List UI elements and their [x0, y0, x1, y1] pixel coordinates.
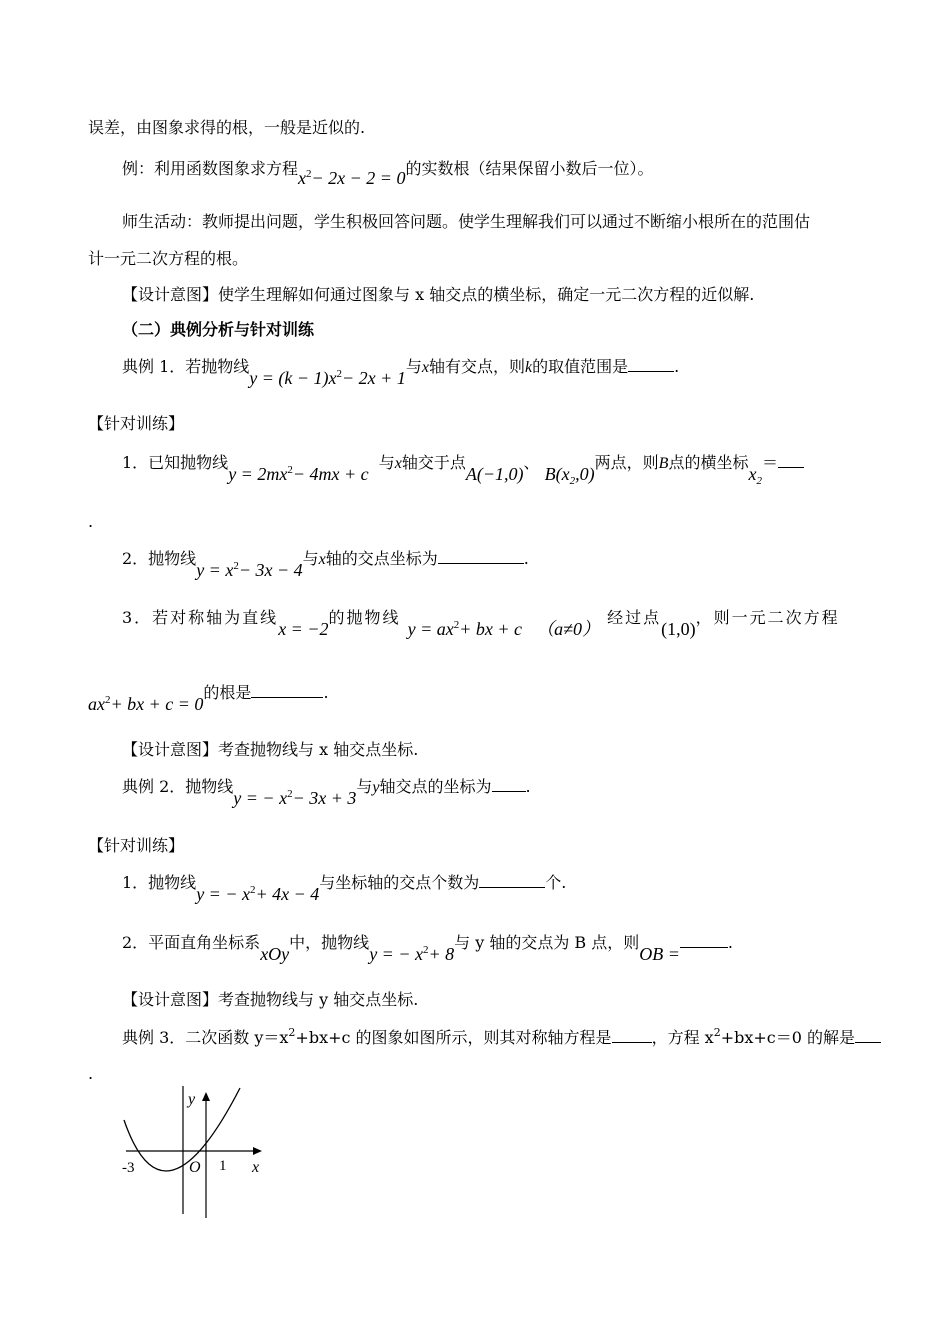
training-heading-2: 【针对训练】	[88, 836, 185, 855]
training-1-2: 2．抛物线$y = x^2- 3x - 4$与x轴的交点坐标为 .	[122, 549, 529, 580]
training-1-2-equation: $y = x^2- 3x - 4$	[196, 560, 303, 580]
label-neg3: -3	[122, 1160, 135, 1176]
label-origin: O	[189, 1159, 201, 1176]
example-1-equation: $y = (k - 1)x^2- 2x + 1$	[249, 368, 406, 388]
example-2-equation: y = − $x^2- 3x + 3$	[233, 788, 357, 808]
parabola-graph	[112, 1086, 272, 1221]
example-3-dot: .	[88, 1064, 94, 1083]
example-1: 典例 1．若抛物线$y = (k - 1)x^2- 2x + 1$与x轴有交点，则k的取值范围是 .	[122, 357, 680, 388]
answer-blank	[628, 356, 674, 372]
x-axis-arrow	[253, 1147, 262, 1155]
y-axis-arrow	[202, 1092, 210, 1101]
training-2-1: 1．抛物线y = − $x^2+ 4x - 4$与坐标轴的交点个数为 个.	[122, 873, 567, 904]
example-line: 例：利用函数图象求方程$x^2- 2x - 2 = 0$的实数根（结果保留小数后一位）。	[122, 159, 654, 188]
example-3: 典例 3．二次函数 $y=x^2+bx+c$ 的图象如图所示，则其对称轴方程是 ，方程 $x^2+bx+c=0$ 的解是	[122, 1027, 881, 1048]
design-intent-3: 【设计意图】考查抛物线与 y 轴交点坐标.	[122, 990, 419, 1009]
training-heading-1: 【针对训练】	[88, 414, 185, 433]
training-2-1-equation: y = − $x^2+ 4x - 4$	[196, 884, 320, 904]
example-equation: $x^2- 2x - 2 = 0$	[298, 168, 406, 188]
text-line-1: 误差，由图象求得的根，一般是近似的.	[88, 118, 366, 137]
training-1-1-equation: $y = 2mx^2- 4mx + c$	[228, 464, 369, 484]
training-1-3-cont: $ax^2+$ bx + c = 0的根是 .	[88, 683, 329, 714]
training-1-1: 1．已知抛物线$y = 2mx^2- 4mx + c$ 与x轴交于点A(−1,0)、 $B(x_2,0)$两点，则B点的横坐标$x_2=$	[122, 452, 804, 474]
section-heading: （二）典例分析与针对训练	[122, 320, 315, 339]
label-y: y	[188, 1091, 196, 1108]
training-2-2: 2．平面直角坐标系xOy中，抛物线y = − $x^2+ 8$与 y 轴的交点为 B 点，则OB =.	[122, 933, 734, 964]
training-1-3: 3．若对称轴为直线x = −2的抛物线 $y = ax^2+$ bx + c （a≠0） 经过点(1,0)，则一元二次方程	[122, 608, 840, 639]
design-intent-2: 【设计意图】考查抛物线与 x 轴交点坐标.	[122, 740, 419, 759]
design-intent-1: 【设计意图】使学生理解如何通过图象与 x 轴交点的横坐标，确定一元二次方程的近似解.	[122, 285, 755, 304]
activity-line-2: 计一元二次方程的根。	[88, 249, 249, 268]
label-x: x	[252, 1159, 260, 1176]
activity-line-1: 师生活动：教师提出问题，学生积极回答问题。使学生理解我们可以通过不断缩小根所在的范围估	[122, 212, 811, 231]
label-1: 1	[219, 1158, 227, 1174]
example-2: 典例 2．抛物线y = − $x^2- 3x + 3$与y轴交点的坐标为 .	[122, 777, 531, 808]
training-1-1-dot: .	[88, 512, 94, 531]
